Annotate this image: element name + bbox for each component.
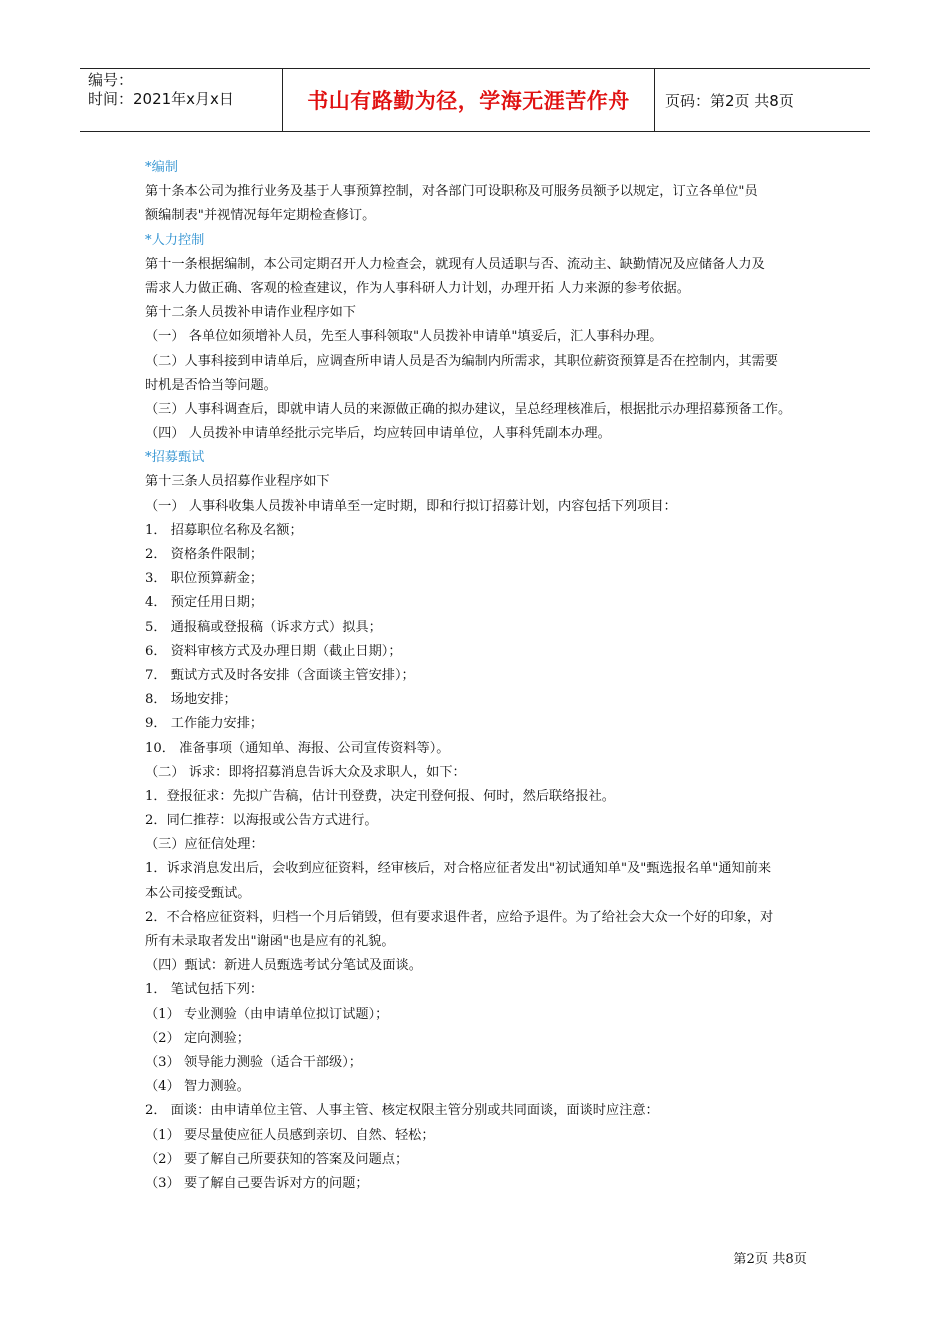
body-line: （二） 诉求：即将招募消息告诉大众及求职人，如下： <box>145 764 466 780</box>
footer-page-number: 第2页 共8页 <box>733 1252 807 1267</box>
body-line: 1．诉求消息发出后，会收到应征资料，经审核后，对合格应征者发出"初试通知单"及"甄选报名单"通知前来 <box>145 861 772 877</box>
body-line: 1．登报征求：先拟广告稿，估计刊登费，决定刊登何报、何时，然后联络报社。 <box>145 788 615 804</box>
body-line: （三）应征信处理： <box>145 837 264 853</box>
header-meta <box>80 69 282 131</box>
body-line: （一） 人事科收集人员拨补申请单至一定时期，即和行拟订招募计划，内容包括下列项目： <box>145 498 677 514</box>
page-header <box>80 68 870 132</box>
body-line: 2． 面谈：由申请单位主管、人事主管、核定权限主管分别或共同面谈，面谈时应注意： <box>145 1103 659 1119</box>
header-page-number: 页码：第2页 共8页 <box>665 91 794 110</box>
body-line: 3． 职位预算薪金； <box>145 571 264 587</box>
section-heading: *人力控制 <box>145 232 205 248</box>
code-label: 编号： <box>88 71 134 89</box>
page-footer <box>733 1248 807 1267</box>
body-line: 5． 通报稿或登报稿（诉求方式）拟具； <box>145 619 382 635</box>
body-line: （1） 要尽量使应征人员感到亲切、自然、轻松； <box>145 1127 435 1143</box>
document-body <box>145 156 825 1196</box>
motto: 书山有路勤为径，学海无涯苦作舟 <box>307 89 630 113</box>
body-line: （三）人事科调查后，即就申请人员的来源做正确的拟办建议，呈总经理核准后，根据批示办理招募预备工作。 <box>145 401 792 417</box>
body-line: 1． 招募职位名称及名额； <box>145 522 303 538</box>
body-line: 需求人力做正确、客观的检查建议，作为人事科研人力计划，办理开拓 人力来源的参考依据。 <box>145 280 690 296</box>
body-line: 6． 资料审核方式及办理日期（截止日期）； <box>145 643 402 659</box>
body-line: 时机是否恰当等问题。 <box>145 377 277 393</box>
body-line: （2） 定向测验； <box>145 1030 250 1046</box>
body-line: 第十条本公司为推行业务及基于人事预算控制，对各部门可设职称及可服务员额予以规定，订立各单位"员 <box>145 184 758 200</box>
body-line: （4） 智力测验。 <box>145 1079 250 1095</box>
header-page-info <box>655 69 870 131</box>
body-line: 10． 准备事项（通知单、海报、公司宣传资料等）。 <box>145 740 450 756</box>
body-line: （2） 要了解自己所要获知的答案及问题点； <box>145 1151 409 1167</box>
body-line: （3） 领导能力测验（适合干部级）； <box>145 1054 362 1070</box>
body-line: 4． 预定任用日期； <box>145 595 264 611</box>
body-line: 1． 笔试包括下列： <box>145 982 264 998</box>
body-line: 本公司接受甄试。 <box>145 885 251 901</box>
body-line: （1） 专业测验（由申请单位拟订试题）； <box>145 1006 389 1022</box>
body-line: 2． 资格条件限制； <box>145 547 264 562</box>
body-line: 第十一条根据编制，本公司定期召开人力检查会，就现有人员适职与否、流动主、缺勤情况及应储备人力及 <box>145 256 765 272</box>
body-line: 第十三条人员招募作业程序如下 <box>145 474 330 490</box>
body-line: 额编制表"并视情况每年定期检查修订。 <box>145 208 376 224</box>
body-line: 7． 甄试方式及时各安排（含面谈主管安排）； <box>145 667 415 683</box>
section-heading: *编制 <box>145 160 178 175</box>
body-line: 2．不合格应征资料，归档一个月后销毁，但有要求退件者，应给予退件。为了给社会大众一个好的印象，对 <box>145 909 774 925</box>
body-line: 所有未录取者发出"谢函"也是应有的礼貌。 <box>145 934 395 949</box>
body-line: 8． 场地安排； <box>145 692 237 708</box>
body-line: （四） 人员拨补申请单经批示完毕后，均应转回申请单位，人事科凭副本办理。 <box>145 426 611 442</box>
section-heading: *招募甄试 <box>145 450 205 466</box>
body-line: （3） 要了解自己要告诉对方的问题； <box>145 1175 369 1191</box>
date-line: 时间：2021年x月x日 <box>88 90 234 108</box>
body-line: （一） 各单位如须增补人员，先至人事科领取"人员拨补申请单"填妥后，汇人事科办理。 <box>145 329 663 345</box>
body-line: 第十二条人员拨补申请作业程序如下 <box>145 305 356 321</box>
body-line: （四）甄试：新进人员甄选考试分笔试及面谈。 <box>145 958 422 974</box>
body-line: 9． 工作能力安排； <box>145 716 264 732</box>
header-motto-cell <box>282 69 655 131</box>
body-line: （二）人事科接到申请单后，应调查所申请人员是否为编制内所需求，其职位薪资预算是否在控制内，其需要 <box>145 353 778 369</box>
body-line: 2．同仁推荐：以海报或公告方式进行。 <box>145 813 378 829</box>
